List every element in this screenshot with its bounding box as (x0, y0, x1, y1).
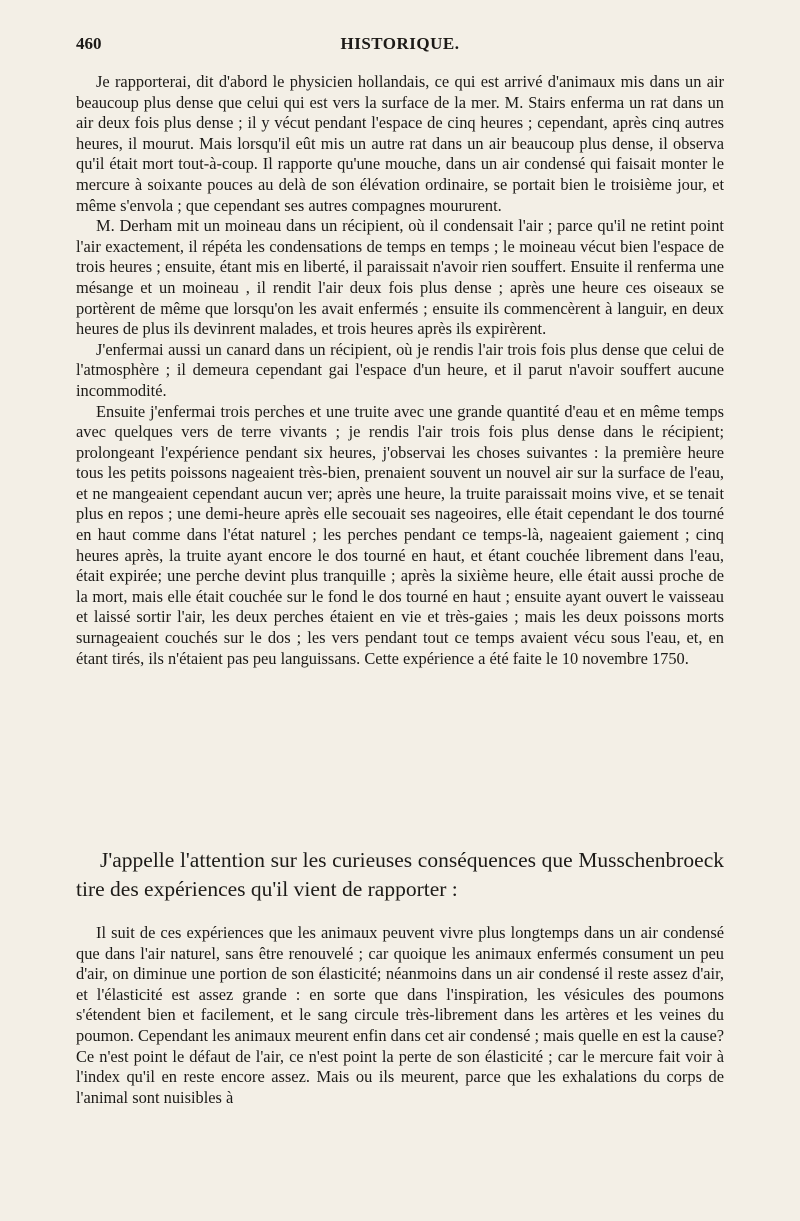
page-number: 460 (76, 34, 102, 53)
paragraph-consequences: Il suit de ces expériences que les animaux peuvent vivre plus longtemps dans un air condensé que dans l'air naturel, sans être renouvelé ; car quoique les animaux enfermés consument un peu d'air, on diminue une portion de son élasticité; néanmoins dans un air condensé il reste assez d'air, et l'élasticité est assez grande : en sorte que dans l'inspiration, les vésicules des poumons s'étendent bien et facilement, et le sang circule très-librement dans les artères et les veines du poumon. Cependant les animaux meurent enfin dans cet air condensé ; mais quelle en est la cause? Ce n'est point le défaut de l'air, ce n'est point la perte de son élasticité ; car le mercure fait voir à l'index qu'il en reste encore assez. Mais ou ils meurent, parce que les exhalations du corps de l'animal sont nuisibles à (76, 923, 724, 1107)
paragraph-perches-truite: Ensuite j'enfermai trois perches et une truite avec une grande quantité d'eau et en même temps avec quelques vers de terre vivants ; je rendis l'air trois fois plus dense dans le récipient; prolongeant l'expérience pendant six heures, j'observai les choses suivantes : la première heure tous les petits poissons nageaient très-bien, prenaient souvent un nouvel air sur la surface de l'eau, et ne mangeaient cependant aucun ver; après une heure, la truite paraissait moins vive, et se tenait plus en repos ; une demi-heure après elle secouait ses nageoires, elle était cependant le dos tourné en haut comme dans l'état naturel ; les perches pendant ce temps-là, nageaient gaiement ; cinq heures après, la truite ayant encore le dos tourné en haut, et étant couchée librement dans l'eau, était expirée; une perche devint plus tranquille ; après la sixième heure, elle était aussi proche de la mort, mais elle était couchée sur le fond le dos tourné en haut ; ensuite ayant ouvert le vaisseau et laissé sortir l'air, les deux perches étaient en vie et très-gaies ; mais les deux poissons morts surnageaient couchés sur le dos ; les vers pendant tout ce temps avaient vécu sous l'eau, et, en étant tirés, ils n'étaient pas peu languissans. Cette expérience a été faite le 10 novembre 1750. (76, 401, 724, 668)
quoted-passage (76, 72, 724, 669)
paragraph-stairs: Je rapporterai, dit d'abord le physicien hollandais, ce qui est arrivé d'animaux mis dans un air beaucoup plus dense que celui qui est vers la surface de la mer. M. Stairs enferma un rat dans un air deux fois plus dense ; il y vécut pendant l'espace de cinq heures ; cependant, après cinq autres heures, il mourut. Mais lorsqu'il eût mis un autre rat dans un air beaucoup plus dense, il observa qu'il était mort tout-à-coup. Il rapporte qu'une mouche, dans un air condensé qui faisait monter le mercure à soixante pouces au delà de son élévation ordinaire, se portait bien le troisième jour, et même s'envola ; que cependant ses autres compagnes moururent. (76, 72, 724, 215)
running-title: HISTORIQUE. (340, 34, 460, 53)
page-header (76, 34, 724, 58)
commentary-passage (76, 923, 724, 1108)
paragraph-canard: J'enfermai aussi un canard dans un récipient, où je rendis l'air trois fois plus dense que celui de l'atmosphère ; il demeura cependant gai l'espace d'un heure, et il parut n'avoir souffert aucune incommodité. (76, 339, 724, 400)
paragraph-derham: M. Derham mit un moineau dans un récipient, où il condensait l'air ; parce qu'il ne retint point l'air exactement, il répéta les condensations de temps en temps ; le moineau vécut bien l'espace de trois heures ; ensuite, étant mis en liberté, il paraissait n'avoir rien souffert. Ensuite il renferma une mésange et un moineau , il rendit l'air deux fois plus dense ; après une heure ces oiseaux se portèrent de même que lorsqu'on les avait enfermés ; ensuite ils commencèrent à languir, en deux heures de plus ils devinrent malades, et trois heures après ils expirèrent. (76, 216, 724, 339)
section-heading: J'appelle l'attention sur les curieuses conséquences que Musschenbroeck tire des expériences qu'il vient de rapporter : (76, 848, 724, 901)
